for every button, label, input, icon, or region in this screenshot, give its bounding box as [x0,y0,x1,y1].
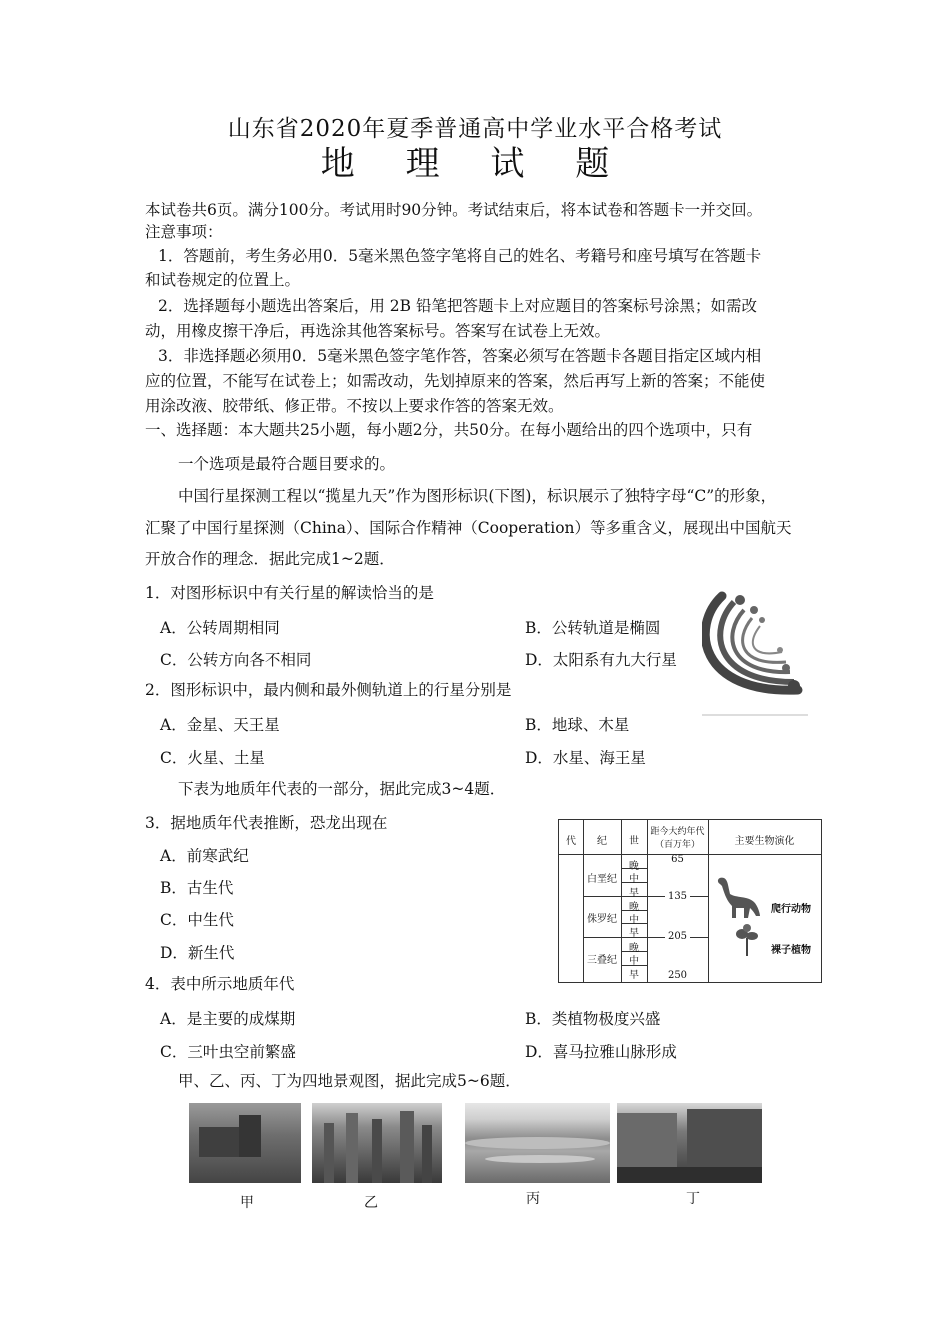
table-header-era: 代 [566,836,576,847]
notice-item-2a: 2．选择题每小题选出答案后，用 2B 铅笔把答题卡上对应题目的答案标号涂黑；如需改 [158,297,757,315]
notice-item-1b: 和试卷规定的位置上。 [145,271,301,289]
epoch-cell: 早 [629,888,639,899]
q1-option-c: C．公转方向各不相同 [160,651,312,669]
table-header-biology: 主要生物演化 [734,836,795,847]
caption-ding: 丁 [686,1191,700,1207]
q1-option-b: B．公转轨道是椭圆 [525,619,661,637]
table-header-age-b: （百万年） [654,840,700,850]
q1-option-d: D．太阳系有九大行星 [525,651,677,669]
period-jurassic: 侏罗纪 [587,914,617,925]
dinosaur-icon [714,872,762,920]
landscape-photo-bing [465,1103,610,1183]
subject-title: 地 理 试 题 [320,144,630,184]
table-header-age-a: 距今大约年代 [650,827,705,837]
passage1-line2: 汇聚了中国行星探测（China）、国际合作精神（Cooperation）等多重含义，展现出中国航天 [145,519,792,537]
notice-item-3c: 用涂改液、胶带纸、修正带。不按以上要求作答的答案无效。 [145,397,564,415]
planet-exploration-logo [702,586,808,716]
age-135: 135 [667,891,688,902]
age-65: 65 [671,854,684,865]
caption-jia: 甲 [240,1195,254,1211]
q4-option-a: A．是主要的成煤期 [160,1010,296,1028]
passage3-line1: 甲、乙、丙、丁为四地景观图，据此完成5~6题． [178,1072,521,1090]
q3-option-b: B．古生代 [160,879,234,897]
passage1-line1: 中国行星探测工程以“揽星九天”作为图形标识(下图)，标识展示了独特字母“C”的形象， [178,487,777,505]
q2-option-d: D．水星、海王星 [525,749,646,767]
landscape-photo-jia [189,1103,301,1183]
notice-item-2b: 动，用橡皮擦干净后，再选涂其他答案标号。答案写在试卷上无效。 [145,322,611,340]
notice-item-3a: 3．非选择题必须用0．5毫米黑色签字笔作答，答案必须写在答题卡各题目指定区域内相 [158,347,762,365]
bio-gymnosperms: 裸子植物 [771,945,811,956]
section-heading-b: 一个选项是最符合题目要求的。 [178,455,396,473]
caption-bing: 丙 [526,1191,540,1207]
intro-text: 本试卷共6页。满分100分。考试用时90分钟。考试结束后，将本试卷和答题卡一并交回。 [145,201,763,219]
q4-option-d: D．喜马拉雅山脉形成 [525,1043,677,1061]
q3-option-d: D．新生代 [160,944,235,962]
epoch-cell: 中 [629,874,639,885]
period-triassic: 三叠纪 [587,955,617,966]
q1-stem: 1．对图形标识中有关行星的解读恰当的是 [145,584,434,602]
plant-icon [734,922,760,958]
q4-option-b: B．类植物极度兴盛 [525,1010,661,1028]
q1-option-a: A．公转周期相同 [160,619,280,637]
section-heading-a: 一、选择题：本大题共25小题，每小题2分，共50分。在每小题给出的四个选项中，只有 [145,421,753,439]
q2-option-a: A．金星、天王星 [160,716,280,734]
exam-title: 山东省2020年夏季普通高中学业水平合格考试 [227,116,723,142]
q3-option-c: C．中生代 [160,911,234,929]
bio-reptiles: 爬行动物 [771,904,811,915]
epoch-cell: 早 [629,928,639,939]
q2-option-c: C．火星、土星 [160,749,265,767]
age-250: 250 [667,970,688,981]
passage2-line1: 下表为地质年代表的一部分，据此完成3~4题． [178,780,506,798]
table-header-period: 纪 [597,836,607,847]
notice-label: 注意事项： [145,223,223,241]
q3-stem: 3．据地质年代表推断，恐龙出现在 [145,814,388,832]
q4-option-c: C．三叶虫空前繁盛 [160,1043,296,1061]
notice-item-1a: 1．答题前，考生务必用0．5毫米黑色签字笔将自己的姓名、考籍号和座号填写在答题卡 [158,247,762,265]
epoch-cell: 晚 [629,943,639,954]
passage1-line3: 开放合作的理念．据此完成1~2题． [145,550,395,568]
epoch-cell: 晚 [629,861,639,872]
epoch-cell: 中 [629,915,639,926]
epoch-cell: 中 [629,956,639,967]
age-205: 205 [667,931,688,942]
table-header-epoch: 世 [629,836,639,847]
geologic-time-table [558,819,822,983]
q2-stem: 2．图形标识中，最内侧和最外侧轨道上的行星分别是 [145,681,512,699]
landscape-photo-ding [617,1103,762,1183]
landscape-photo-yi [312,1103,442,1183]
notice-item-3b: 应的位置，不能写在试卷上；如需改动，先划掉原来的答案，然后再写上新的答案；不能使 [145,372,766,390]
q4-stem: 4．表中所示地质年代 [145,975,295,993]
q2-option-b: B．地球、木星 [525,716,630,734]
q3-option-a: A．前寒武纪 [160,847,249,865]
caption-yi: 乙 [364,1195,378,1211]
epoch-cell: 早 [629,970,639,981]
epoch-cell: 晚 [629,902,639,913]
period-cretaceous: 白垩纪 [587,874,617,885]
